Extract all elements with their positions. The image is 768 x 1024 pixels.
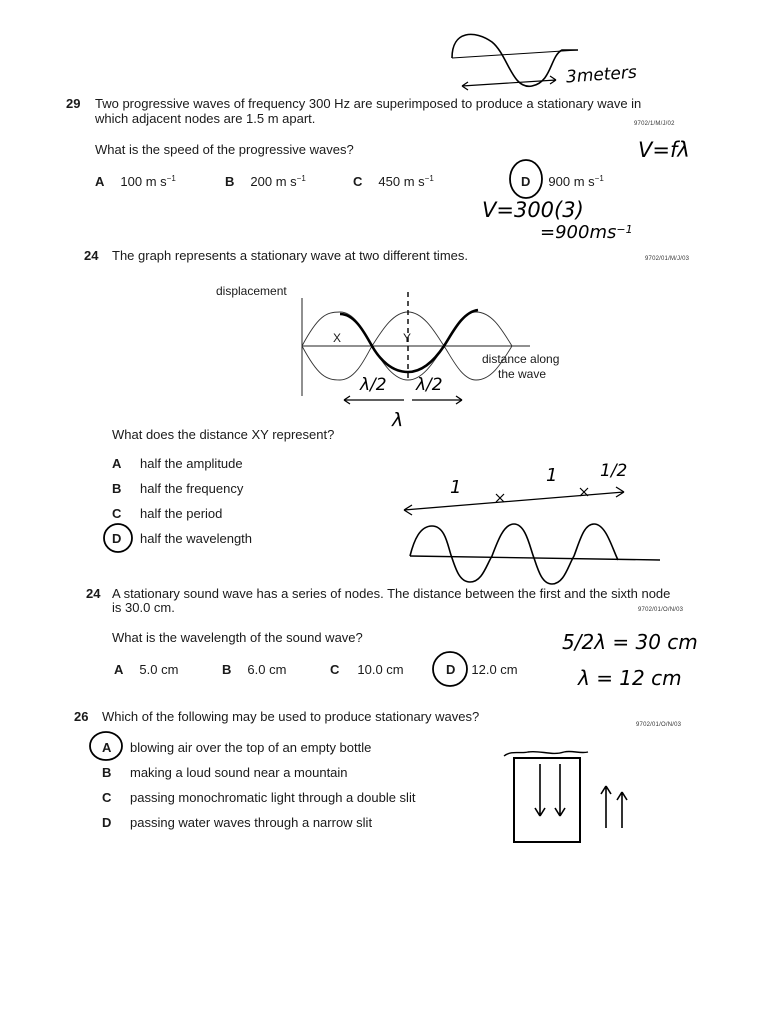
- option-c[interactable]: [112, 506, 223, 521]
- bottle-top-wave: [504, 751, 588, 756]
- option-letter: B: [225, 174, 235, 189]
- sketch-top-arrow: [404, 487, 624, 515]
- hw-calc-line1: V=300(3): [482, 198, 584, 222]
- option-letter: B: [102, 765, 112, 780]
- hw-formula: V=fλ: [638, 138, 690, 162]
- question-stem-line-1: A stationary sound wave has a series of nodes. The distance between the first and the sixth node: [112, 586, 671, 601]
- graph-point-x: X: [333, 331, 342, 345]
- question-number: 26: [74, 709, 89, 724]
- sketch-divider-marks: [496, 488, 588, 502]
- hw-eq-line2: λ = 12 cm: [578, 666, 682, 690]
- option-letter: A: [114, 662, 124, 677]
- question-number: 24: [84, 248, 99, 263]
- option-a[interactable]: [112, 456, 243, 471]
- option-text: half the frequency: [140, 481, 244, 496]
- standing-wave-sketch: [404, 487, 660, 584]
- option-c[interactable]: [353, 174, 434, 189]
- option-letter: C: [353, 174, 363, 189]
- option-text: 450 m s: [378, 174, 425, 189]
- option-b[interactable]: [222, 662, 286, 677]
- top-length-arrow: [462, 76, 556, 90]
- option-exp: −1: [424, 174, 434, 183]
- hw-half-lambda-right: λ/2: [416, 375, 443, 395]
- question-code: 9702/01/O/N/03: [636, 722, 682, 728]
- option-text: 200 m s: [250, 174, 297, 189]
- hw-half-lambda-left: λ/2: [360, 375, 387, 395]
- option-text: 5.0 cm: [139, 662, 179, 677]
- bottle-sketch: [504, 751, 627, 842]
- option-letter: C: [102, 790, 112, 805]
- graph-point-y: Y: [403, 331, 412, 345]
- option-d[interactable]: [112, 531, 253, 546]
- bottle-up-arrows: [601, 786, 627, 828]
- bottle-down-arrows: [535, 764, 565, 816]
- question-stem-line-2: which adjacent nodes are 1.5 m apart.: [95, 111, 316, 126]
- option-letter: C: [330, 662, 340, 677]
- option-exp: −1: [166, 174, 176, 183]
- option-a[interactable]: [102, 740, 372, 755]
- question-prompt: What is the speed of the progressive waves?: [95, 142, 354, 157]
- option-letter: C: [112, 506, 122, 521]
- question-code: 9702/1/M/J/02: [634, 121, 675, 127]
- top-wave-sketch: [452, 34, 578, 86]
- half-lambda-arrow-left: [344, 396, 404, 404]
- option-text: half the wavelength: [140, 531, 253, 546]
- question-stem: Which of the following may be used to produce stationary waves?: [102, 709, 480, 724]
- question-stem-line-2: is 30.0 cm.: [112, 600, 175, 615]
- option-text: 10.0 cm: [357, 662, 404, 677]
- question-code: 9702/01/O/N/03: [638, 607, 684, 613]
- option-text: 6.0 cm: [247, 662, 287, 677]
- hw-calc-line2-text: =900ms: [540, 222, 617, 243]
- hw-sketch-label-3: 1/2: [600, 461, 628, 481]
- option-d[interactable]: [521, 174, 604, 189]
- question-stem: The graph represents a stationary wave at two different times.: [112, 248, 468, 263]
- option-a[interactable]: [114, 662, 178, 677]
- question-code: 9702/01/M/J/03: [645, 256, 690, 262]
- option-c[interactable]: [102, 790, 416, 805]
- hw-eq-line1: 5/2λ = 30 cm: [562, 630, 698, 654]
- option-letter: D: [446, 662, 456, 677]
- option-letter: D: [102, 815, 112, 830]
- bottle-outline: [514, 758, 580, 842]
- option-text: 12.0 cm: [471, 662, 518, 677]
- option-letter: A: [102, 740, 112, 755]
- question-number: 24: [86, 586, 101, 601]
- option-text: blowing air over the top of an empty bottle: [130, 740, 372, 755]
- option-letter: B: [222, 662, 232, 677]
- option-b[interactable]: [225, 174, 306, 189]
- sketch-wave: [410, 524, 618, 584]
- option-letter: D: [521, 174, 531, 189]
- question-stem-line-1: Two progressive waves of frequency 300 Hz are superimposed to produce a stationary wave in: [95, 96, 642, 111]
- option-text: half the period: [140, 506, 223, 521]
- option-letter: D: [112, 531, 122, 546]
- hw-sketch-label-2: 1: [546, 465, 558, 486]
- option-text: passing water waves through a narrow slit: [130, 815, 373, 830]
- hw-top-length: 3meters: [565, 62, 638, 88]
- option-b[interactable]: [102, 765, 348, 780]
- question-prompt: What does the distance XY represent?: [112, 427, 335, 442]
- top-wave-axis: [452, 50, 578, 58]
- option-text: half the amplitude: [140, 456, 243, 471]
- option-a[interactable]: [95, 174, 176, 189]
- option-text: 100 m s: [120, 174, 167, 189]
- option-text: making a loud sound near a mountain: [130, 765, 348, 780]
- hw-calc-exp: −1: [616, 223, 633, 236]
- question-prompt: What is the wavelength of the sound wave?: [112, 630, 363, 645]
- option-exp: −1: [296, 174, 306, 183]
- option-exp: −1: [594, 174, 604, 183]
- hw-sketch-label-1: 1: [450, 477, 462, 498]
- option-b[interactable]: [112, 481, 244, 496]
- hw-lambda: λ: [392, 409, 404, 431]
- option-letter: A: [95, 174, 105, 189]
- option-text: passing monochromatic light through a double slit: [130, 790, 416, 805]
- option-letter: B: [112, 481, 122, 496]
- option-letter: A: [112, 456, 122, 471]
- graph-y-label: displacement: [216, 284, 287, 298]
- hw-calc-line2: [540, 222, 633, 244]
- option-c[interactable]: [330, 662, 404, 677]
- question-number: 29: [66, 96, 81, 111]
- option-text: 900 m s: [548, 174, 595, 189]
- graph-x-label-line-1: distance along: [482, 352, 560, 366]
- graph-x-label-line-2: the wave: [498, 367, 547, 381]
- option-d[interactable]: [102, 815, 373, 830]
- option-d[interactable]: [446, 662, 518, 677]
- half-lambda-arrow-right: [412, 396, 462, 404]
